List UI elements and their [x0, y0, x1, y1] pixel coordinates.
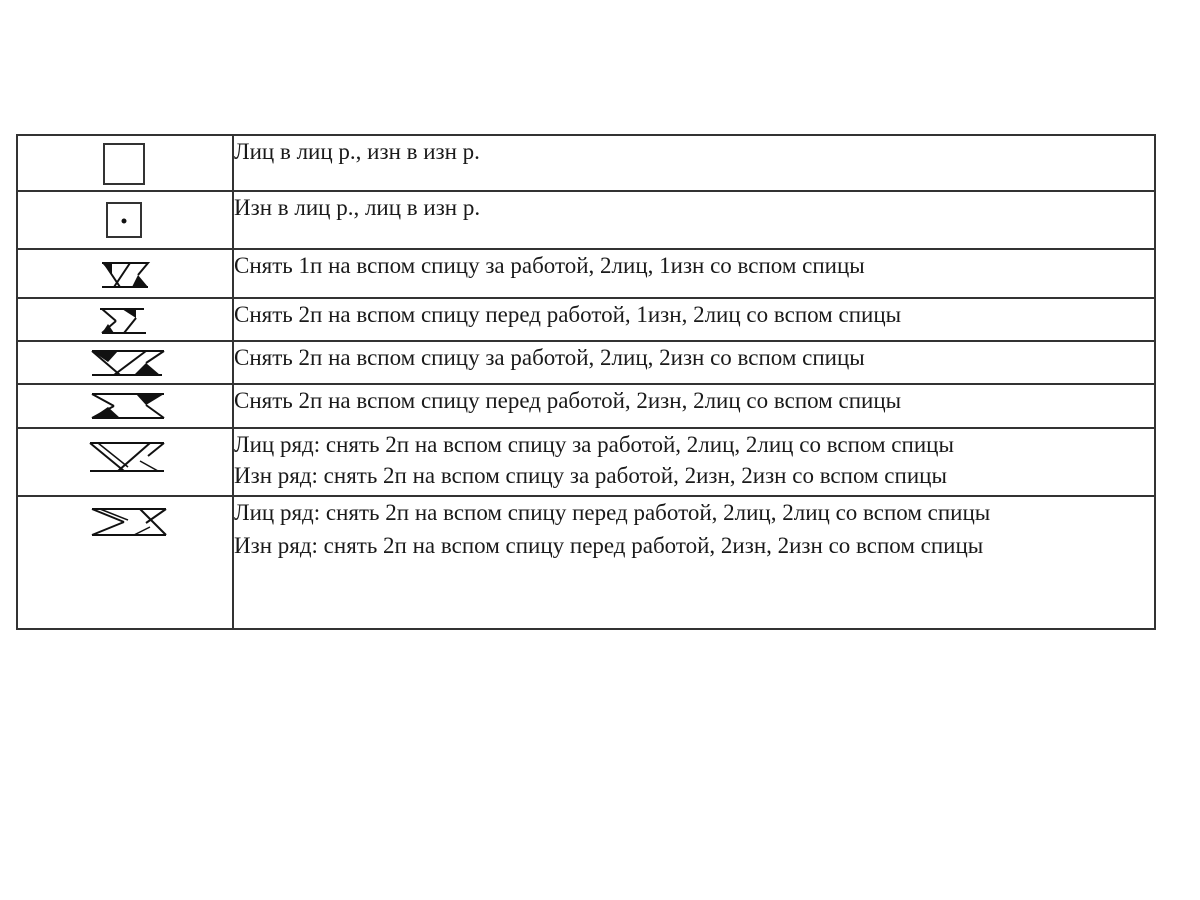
cable-1-1-back-icon [74, 260, 174, 290]
symbol-cell [17, 496, 233, 629]
description-line: Снять 1п на вспом спицу за работой, 2лиц, 1изн со вспом спицы [234, 253, 865, 278]
legend-row [17, 298, 1155, 341]
legend-row [17, 341, 1155, 384]
description-line: Снять 2п на вспом спицу перед работой, 2изн, 2лиц со вспом спицы [234, 388, 902, 413]
description-line: Изн ряд: снять 2п на вспом спицу перед работой, 2изн, 2изн со вспом спицы [234, 533, 984, 558]
stitch-legend-table [16, 134, 1156, 630]
legend-row [17, 496, 1155, 629]
description-line: Лиц ряд: снять 2п на вспом спицу перед работой, 2лиц, 2лиц со вспом спицы [234, 500, 991, 525]
symbol-description [233, 428, 1155, 496]
legend-row [17, 135, 1155, 191]
legend-row [17, 384, 1155, 428]
legend-row [17, 191, 1155, 249]
description-line: Изн ряд: снять 2п на вспом спицу за работой, 2изн, 2изн со вспом спицы [234, 463, 947, 488]
cable-2-1-front-icon [74, 306, 174, 336]
dot-square-icon [74, 198, 174, 248]
symbol-description [233, 384, 1155, 428]
symbol-cell [17, 428, 233, 496]
legend-row [17, 428, 1155, 496]
symbol-cell [17, 298, 233, 341]
symbol-cell [17, 341, 233, 384]
cable-2-2-back-icon [74, 439, 184, 475]
symbol-description [233, 191, 1155, 249]
description-line: Лиц в лиц р., изн в изн р. [234, 139, 480, 164]
symbol-description [233, 249, 1155, 298]
cable-2-2-front-purl-icon [74, 391, 184, 421]
legend-row [17, 249, 1155, 298]
cable-2-2-front-icon [74, 503, 184, 539]
symbol-cell [17, 384, 233, 428]
symbol-cell [17, 135, 233, 191]
symbol-cell [17, 191, 233, 249]
description-line: Снять 2п на вспом спицу перед работой, 1изн, 2лиц со вспом спицы [234, 302, 902, 327]
symbol-description [233, 135, 1155, 191]
description-line: Лиц ряд: снять 2п на вспом спицу за работой, 2лиц, 2лиц со вспом спицы [234, 432, 954, 457]
cable-2-2-back-purl-icon [74, 348, 184, 378]
symbol-description [233, 341, 1155, 384]
empty-square-icon [74, 138, 174, 188]
symbol-description [233, 298, 1155, 341]
description-line: Снять 2п на вспом спицу за работой, 2лиц, 2изн со вспом спицы [234, 345, 865, 370]
symbol-description [233, 496, 1155, 629]
symbol-cell [17, 249, 233, 298]
description-line: Изн в лиц р., лиц в изн р. [234, 195, 481, 220]
